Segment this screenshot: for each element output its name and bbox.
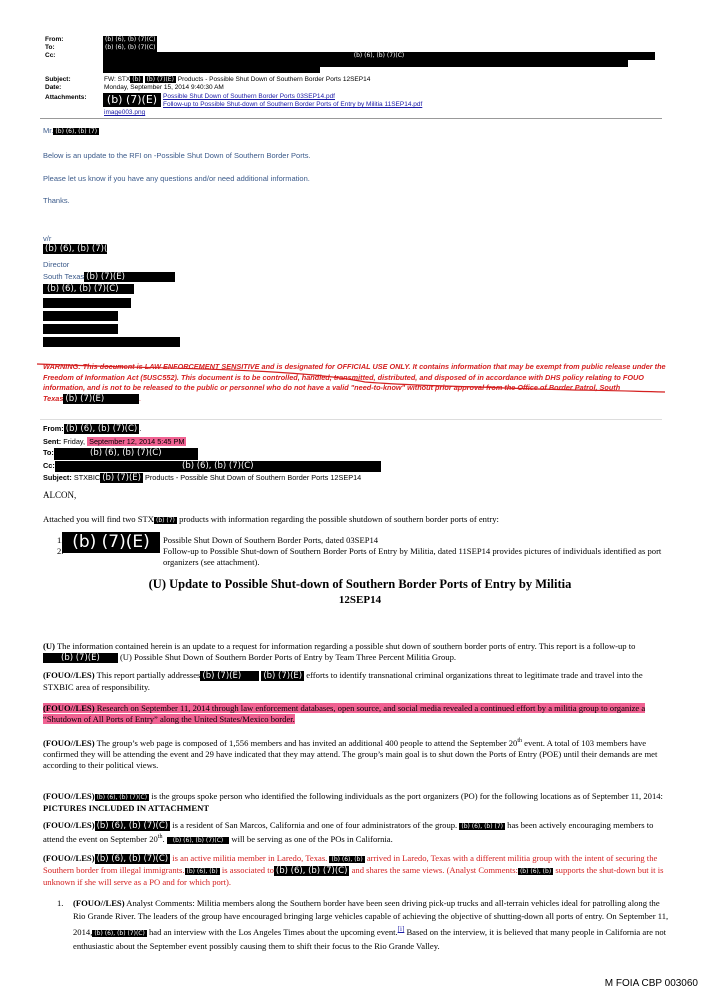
- redaction: (b) (7)(E): [62, 532, 160, 553]
- attachment-link[interactable]: Possible Shut Down of Southern Border Ports 03SEP14.pdf: [163, 93, 335, 100]
- signoff: v/r: [43, 234, 52, 243]
- redaction: (b) (6), (b) (7)(C): [105, 44, 156, 51]
- message-line: Thanks.: [43, 196, 70, 205]
- attachment-link[interactable]: Follow-up to Possible Shut-down of Southern Border Ports of Entry by Militia 11SEP14.pdf: [163, 101, 423, 108]
- greeting: Mr. (b) (6), (b) (7): [43, 126, 98, 135]
- email-header-forward: [0, 36, 720, 118]
- report-title: (U) Update to Possible Shut-down of Southern Border Ports of Entry by Militia: [148, 577, 572, 591]
- paragraph-u: (U) The information contained herein is an update to a request for information regarding a possible shut down of southern border ports of entry. This report is a follow-up to (b) (7)(E) (U) Possible Shut Down of Southern Border Ports of Entry by Team Three Percent Militia Group.: [43, 641, 636, 663]
- signature-org: South Texas (b) (7)(E): [43, 272, 175, 282]
- paragraph-red: (FOUO//LES) (b) (6), (b) (7)(C) is an active militia member in Laredo, Texas. (b) (6), (b) arrived in Laredo, Texas with a different militia group with the intent of securing the Southern border from illegal immigrants. (b) (6), (b) is associated to (b) (6), (b) (7)(C) and shares the same views. (Analyst Comments: (b) (6), (b) supports the shut-down but it is unknown if she will serve as a PO and for which port).: [43, 853, 664, 887]
- footnote-link[interactable]: [i]: [397, 925, 405, 933]
- bates-number: M FOIA CBP 003060: [604, 978, 698, 989]
- strikethrough-annotation: [35, 358, 675, 408]
- attachments-label: Attachments:: [45, 94, 87, 101]
- salutation: ALCON,: [43, 490, 77, 500]
- paragraph-fouo: (FOUO//LES) (b) (6), (b) (7)(C) is a resident of San Marcos, California and one of four administrators of the group. (b) (6), (b) (7) has been actively encouraging members to attend the event on September 20th. (b) (6), (b) (7)(C) will be serving as one of the POs in California.: [43, 820, 654, 844]
- redaction: (b) (6), (b) (7)(C): [43, 284, 134, 294]
- redaction: (b) (7)(E): [103, 93, 161, 107]
- date-label: Date:: [45, 84, 62, 91]
- redaction: [43, 324, 118, 334]
- message-line: Below is an update to the RFI on -Possible Shut Down of Southern Border Ports.: [43, 151, 311, 160]
- attachment-list: 1. Possible Shut Down of Southern Border Ports, dated 03SEP14 2. Follow-up to Possible Shut-down of Southern Border Ports of Entry by Militia, dated 11SEP14 provides pictures of individuals identified as port organizers (see attachment).: [57, 535, 662, 567]
- redaction: [43, 337, 180, 347]
- redaction: [103, 60, 628, 67]
- paragraph-highlighted: (FOUO//LES) Research on September 11, 2014 through law enforcement databases, open source, and social media revealed a continued effort by a militia group to organize a “Shutdown of All Ports of Entry” along the United States/Mexico border.: [43, 703, 646, 724]
- message-line: Please let us know if you have any questions and/or need additional information.: [43, 174, 310, 183]
- divider: [40, 118, 662, 119]
- redaction: [43, 311, 118, 321]
- cc-label: Cc:: [45, 52, 56, 59]
- redaction: (b) (6), (b) (7)(C): [103, 52, 655, 60]
- redaction: [43, 298, 131, 308]
- analyst-comment-item: 1. (FOUO//LES) Analyst Comments: Militia members along the Southern border have been seen driving pick-up trucks and all-terrain vehicles ideal for patrolling along the Rio Grande River. The leaders of the group have encouraged bringing large vehicles capable of achieving the objective of shutting-down all ports of entry. On September 11, 2014, (b) (6), (b) (7)(C) had an interview with the Los Angeles Times about the upcoming event.[i] Based on the interview, it is believed that many people in California are not enthusiastic about the September event possibly causing them to shift their focus to the Rio Grande Valley.: [57, 898, 669, 951]
- attachment-link[interactable]: image003.png: [104, 109, 146, 116]
- subject-value: FW: STX (b) (b) (7)(E) Products - Possible Shut Down of Southern Border Ports 12SEP14: [104, 76, 371, 83]
- to-label: To:: [45, 44, 55, 51]
- date-value: Monday, September 15, 2014 9:40:30 AM: [104, 84, 224, 91]
- signature-title: Director: [43, 260, 70, 269]
- from-label: From:: [45, 36, 64, 43]
- subject-label: Subject:: [45, 76, 71, 83]
- paragraph-fouo: (FOUO//LES) This report partially addresses (b) (7)(E) (b) (7)(E) efforts to identify transnational criminal organizations threat to legitimate trade and travel into the STXBIC area of responsibility.: [43, 670, 643, 692]
- report-date: 12SEP14: [338, 594, 382, 606]
- divider: [40, 419, 662, 420]
- redaction: (b) (6), (b) (7)(C): [105, 36, 156, 43]
- paragraph-fouo: (FOUO//LES) (b) (6), (b) (7)(C) is the groups spoke person who identified the following individuals as the port organizers (PO) for the following locations as of September 11, 2014: PICTURES INCLUDED IN ATTACHMENT: [43, 791, 663, 813]
- email-header-original: From: (b) (6), (b) (7)(C) . Sent: Friday, September 12, 2014 5:45 PM To: (b) (6), (b) (7)(C) Cc: (b) (6), (b) (7)(C) Subject: STXBIC (b) (7)(E) Products - Possible Shut Down of Southern Border Ports 12SEP14: [43, 423, 643, 485]
- highlighted-sent-date: September 12, 2014 5:45 PM: [89, 436, 185, 446]
- redaction: (b) (6), (b) (7)(C): [45, 244, 117, 254]
- redaction: [103, 67, 320, 73]
- paragraph-fouo: (FOUO//LES) The group’s web page is composed of 1,556 members and has invited an additional 400 people to attend the September 20th event. A total of 103 members have confirmed they will be attending the event and 29 have indicated that they may attend. The group’s main goal is to shut down the Ports of Entry (POE) until their demands are met according to their political views.: [43, 737, 658, 770]
- intro-paragraph: Attached you will find two STX (b) (7) products with information regarding the possible shutdown of southern border ports of entry:: [43, 514, 499, 524]
- warning-notice: WARNING: This document is LAW ENFORCEMENT SENSITIVE and is designated for OFFICIAL USE ONLY. It contains information that may be exempt from public release under the Freedom of Information Act (5USC552). This document is to be controlled, handled, transmitted, distributed, and disposed of in accordance with DHS policy relating to FOUO information, and is not to be released to the public or personnel who do not have a valid "need-to-know" without prior approval from the Office of Border Patrol, South Texas (b) (7)(E) .: [43, 362, 666, 404]
